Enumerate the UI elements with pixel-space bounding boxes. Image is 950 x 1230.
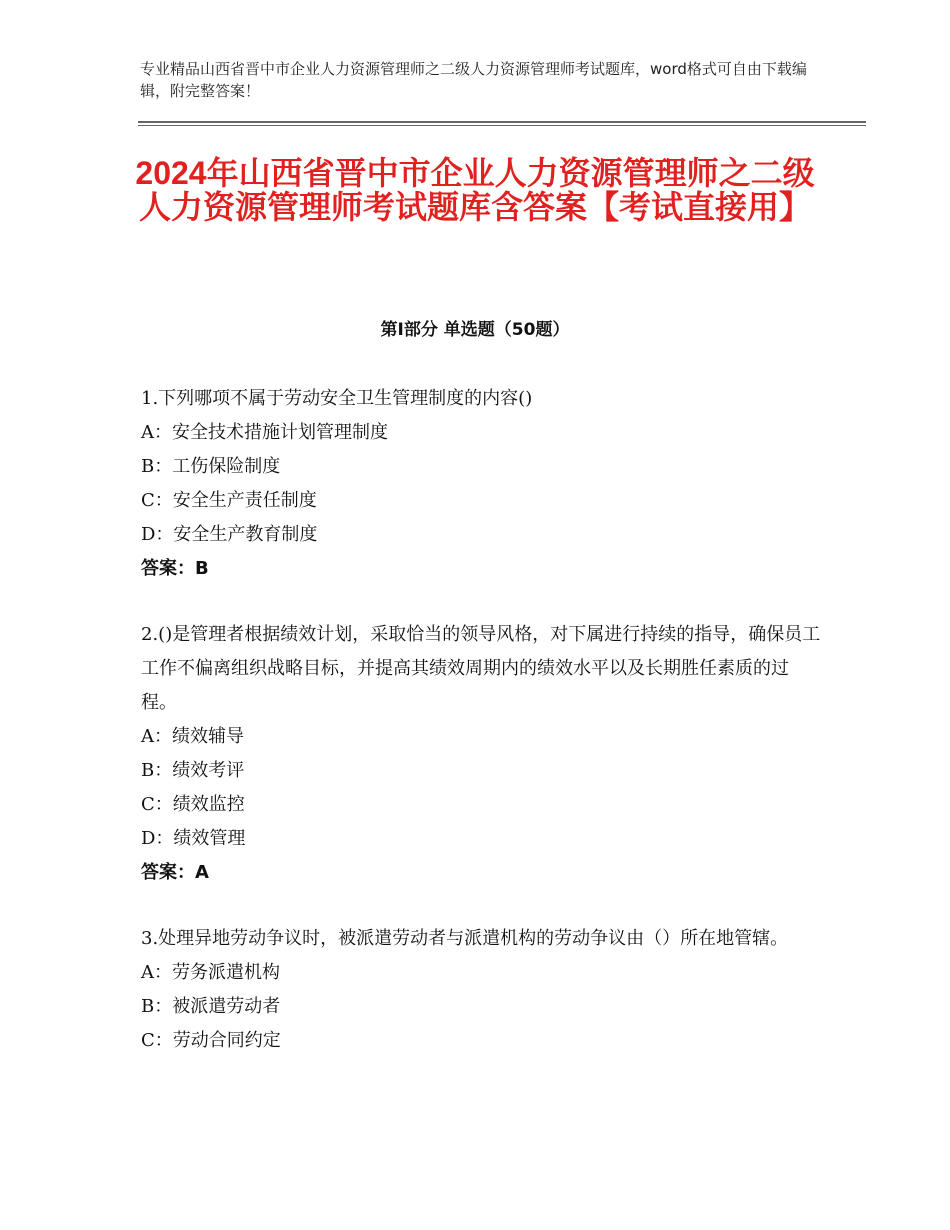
answer-line: 答案：B [141,558,209,579]
question-3 [141,922,821,1058]
question-stem: 2.()是管理者根据绩效计划，采取恰当的领导风格，对下属进行持续的指导，确保员工工作不偏离组织战略目标，并提高其绩效周期内的绩效水平以及长期胜任素质的过程。 [141,624,821,713]
option-d: D：绩效管理 [141,828,246,849]
question-1 [141,382,821,586]
question-stem: 3.处理异地劳动争议时，被派遣劳动者与派遣机构的劳动争议由（）所在地管辖。 [141,928,789,949]
question-list [141,382,821,1090]
header-divider [138,121,866,126]
option-d: D：安全生产教育制度 [141,524,318,545]
section-heading: 第Ⅰ部分 单选题（50题） [380,320,570,340]
option-c: C：安全生产责任制度 [141,490,317,511]
option-a: A：绩效辅导 [141,726,244,747]
question-stem: 1.下列哪项不属于劳动安全卫生管理制度的内容() [141,388,533,409]
option-b: B：工伤保险制度 [141,456,281,477]
document-title: 2024年山西省晋中市企业人力资源管理师之二级人力资源管理师考试题库含答案【考试直接用】 [135,155,815,225]
header-note: 专业精品山西省晋中市企业人力资源管理师之二级人力资源管理师考试题库，word格式可自由下载编辑，附完整答案！ [140,60,807,100]
option-a: A：安全技术措施计划管理制度 [141,422,388,443]
answer-line: 答案：A [141,862,209,883]
option-c: C：劳动合同约定 [141,1030,281,1051]
question-2 [141,618,821,890]
option-c: C：绩效监控 [141,794,245,815]
option-b: B：绩效考评 [141,760,245,781]
option-b: B：被派遣劳动者 [141,996,281,1017]
option-a: A：劳务派遣机构 [141,962,280,983]
